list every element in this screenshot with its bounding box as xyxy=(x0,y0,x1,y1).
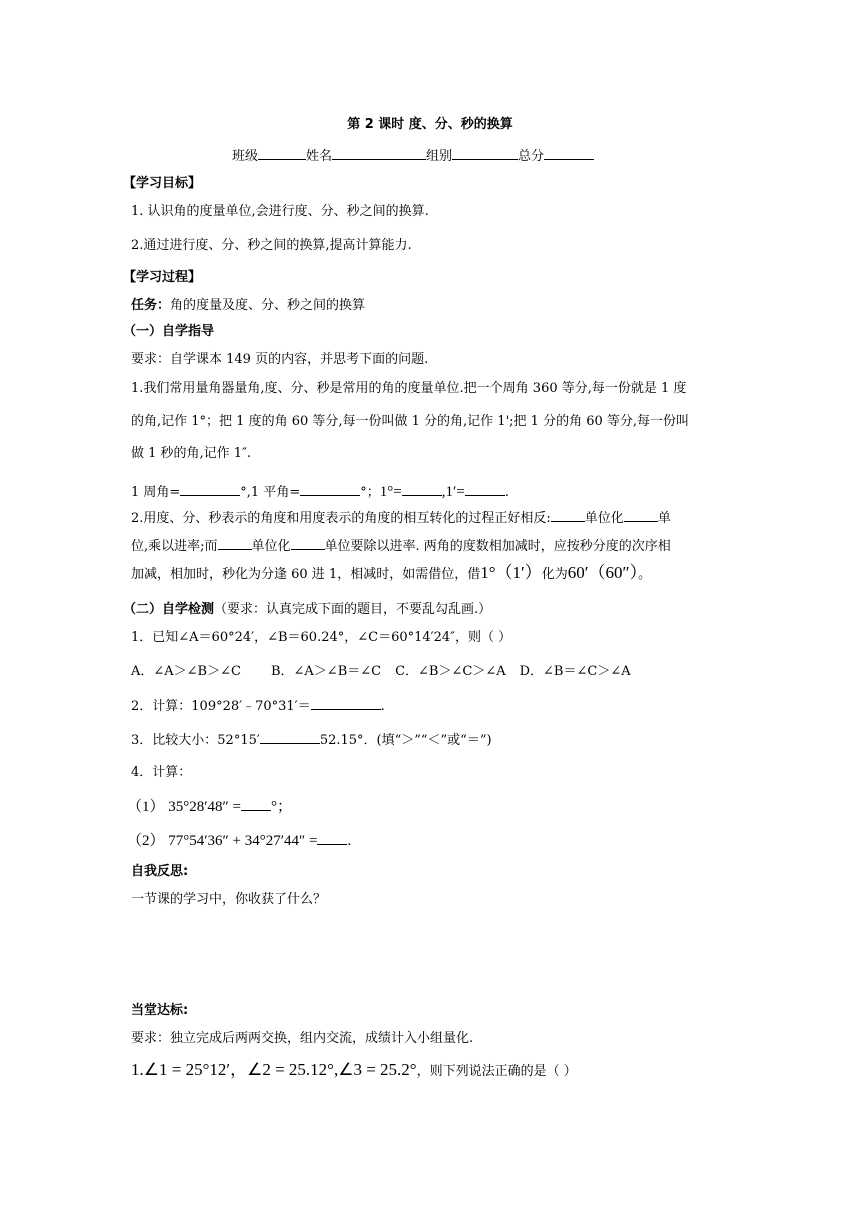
p2-blank-1[interactable] xyxy=(551,509,585,522)
q3-blank[interactable] xyxy=(260,731,320,744)
name-label: 姓名 xyxy=(306,149,333,164)
p2-math-1: 1°（1′） xyxy=(480,563,542,582)
p2-text-i: 。 xyxy=(638,567,652,582)
q4-1-blank[interactable] xyxy=(241,798,271,811)
check-q4-2 xyxy=(127,832,351,850)
sq1-text: ，则下列说法正确的是（ ） xyxy=(416,1064,577,1079)
p2-math-2: 60′（60″） xyxy=(567,563,639,582)
check-question-2 xyxy=(131,697,385,715)
q3-text-a: 3．比较大小：52°15′ xyxy=(131,733,260,748)
q4-2-blank[interactable] xyxy=(317,832,347,845)
p2-blank-3[interactable] xyxy=(218,537,252,550)
goal-item-2: 2.通过进行度、分、秒之间的换算,提高计算能力. xyxy=(131,238,412,253)
goals-heading: 【学习目标】 xyxy=(123,176,202,191)
task-line xyxy=(131,298,365,314)
class-label: 班级 xyxy=(232,149,259,164)
p2-blank-2[interactable] xyxy=(624,509,658,522)
paragraph1-line1: 1.我们常用量角器量角,度、分、秒是常用的角的度量单位.把一个周角 360 等分,每一份就是 1 度 xyxy=(131,381,687,396)
sq1-math: ∠1 = 25°12′，∠2 = 25.12°,∠3 = 25.2° xyxy=(143,1060,417,1079)
semicolon: °； xyxy=(360,485,380,500)
full-angle-blank[interactable] xyxy=(180,483,240,496)
p2-text-h: 化为 xyxy=(541,567,568,582)
class-blank[interactable] xyxy=(258,147,306,160)
paragraph2-line1 xyxy=(131,509,671,527)
full-angle-label: 1 周角= xyxy=(131,485,181,500)
standard-requirement: 要求：独立完成后两两交换，组内交流，成绩计入小组量化. xyxy=(131,1031,474,1046)
group-label: 组别 xyxy=(426,149,453,164)
p2-text-b: 单位化 xyxy=(584,511,624,526)
q2-blank[interactable] xyxy=(311,697,381,710)
option-d[interactable]: D．∠B＝∠C＞∠A xyxy=(519,664,631,679)
p2-text-g: 加减，相加时，秒化为分逢 60 进 1，相减时，如需借位，借 xyxy=(131,567,481,582)
group-blank[interactable] xyxy=(452,147,518,160)
straight-angle-label: °,1 平角= xyxy=(240,485,301,500)
option-a[interactable]: A．∠A＞∠B＞∠C xyxy=(131,664,241,679)
check-q1-options xyxy=(131,664,631,680)
p2-text-c: 单 xyxy=(657,511,671,526)
q3-text-b: 52.15°．(填“＞”“＜”或“＝”) xyxy=(319,733,492,748)
standard-question-1 xyxy=(131,1062,577,1080)
task-text: 角的度量及度、分、秒之间的换算 xyxy=(170,298,366,313)
name-blank[interactable] xyxy=(332,147,426,160)
check-question-4: 4．计算： xyxy=(131,765,192,780)
sq1-number: 1. xyxy=(131,1060,144,1079)
period: . xyxy=(504,485,509,500)
score-blank[interactable] xyxy=(544,147,594,160)
check-q4-1 xyxy=(127,798,292,816)
straight-angle-blank[interactable] xyxy=(300,483,360,496)
page-title: 第 2 课时 度、分、秒的换算 xyxy=(347,117,513,132)
fill-blank-line xyxy=(131,483,509,501)
section2-requirement: （要求：认真完成下面的题目，不要乱勾乱画.） xyxy=(214,602,492,617)
q4-2-end: . xyxy=(347,833,352,849)
paragraph1-line2: 的角,记作 1°；把 1 度的角 60 等分,每一份叫做 1 分的角,记作 1';把 1 分的角 60 等分,每一份叫 xyxy=(131,414,690,429)
p2-text-f: 单位要除以进率. 两角的度数相加减时，应按秒分度的次序相 xyxy=(324,539,671,554)
q2-text: 2．计算：109°28′﹣70°31′＝ xyxy=(131,699,311,714)
section2-heading: （二）自学检测 xyxy=(123,602,215,617)
degree-blank[interactable] xyxy=(402,483,442,496)
option-b[interactable]: B．∠A＞∠B＝∠C xyxy=(270,664,382,679)
degree-eq-label: 1°= xyxy=(379,484,402,500)
check-question-1: 1．已知∠A＝60°24′，∠B＝60.24°，∠C＝60°14′24″，则（ ） xyxy=(131,630,512,645)
q4-1-text: （1） 35°28′48″ = xyxy=(127,799,241,815)
section2-line xyxy=(123,602,491,618)
p2-text-a: 2.用度、分、秒表示的角度和用度表示的角度的相互转化的过程正好相反: xyxy=(131,511,551,526)
minute-blank[interactable] xyxy=(465,483,505,496)
student-info-line xyxy=(232,147,594,165)
q2-end: . xyxy=(380,699,385,714)
paragraph1-line3: 做 1 秒的角,记作 1″. xyxy=(131,446,252,461)
score-label: 总分 xyxy=(518,149,545,164)
paragraph2-line2 xyxy=(131,537,671,555)
q4-1-end: °； xyxy=(271,799,292,815)
reflection-text: 一节课的学习中，你收获了什么？ xyxy=(131,892,327,907)
check-question-3 xyxy=(131,731,492,749)
paragraph2-line3 xyxy=(131,565,651,583)
minute-eq-label: ,1′= xyxy=(441,484,465,500)
standard-heading: 当堂达标: xyxy=(131,1003,189,1018)
task-label: 任务： xyxy=(131,298,171,313)
reflection-heading: 自我反思: xyxy=(131,864,189,879)
p2-text-d: 位,乘以进率;而 xyxy=(131,539,218,554)
requirement-1: 要求：自学课本 149 页的内容，并思考下面的问题. xyxy=(131,352,429,367)
p2-blank-4[interactable] xyxy=(291,537,325,550)
q4-2-text: （2） 77°54′36″ + 34°27′44″ = xyxy=(127,833,318,849)
option-c[interactable]: C．∠B＞∠C＞∠A xyxy=(395,664,506,679)
goal-item-1: 1. 认识角的度量单位,会进行度、分、秒之间的换算. xyxy=(131,204,429,219)
section1-heading: （一）自学指导 xyxy=(123,324,215,339)
p2-text-e: 单位化 xyxy=(251,539,291,554)
process-heading: 【学习过程】 xyxy=(123,270,202,285)
